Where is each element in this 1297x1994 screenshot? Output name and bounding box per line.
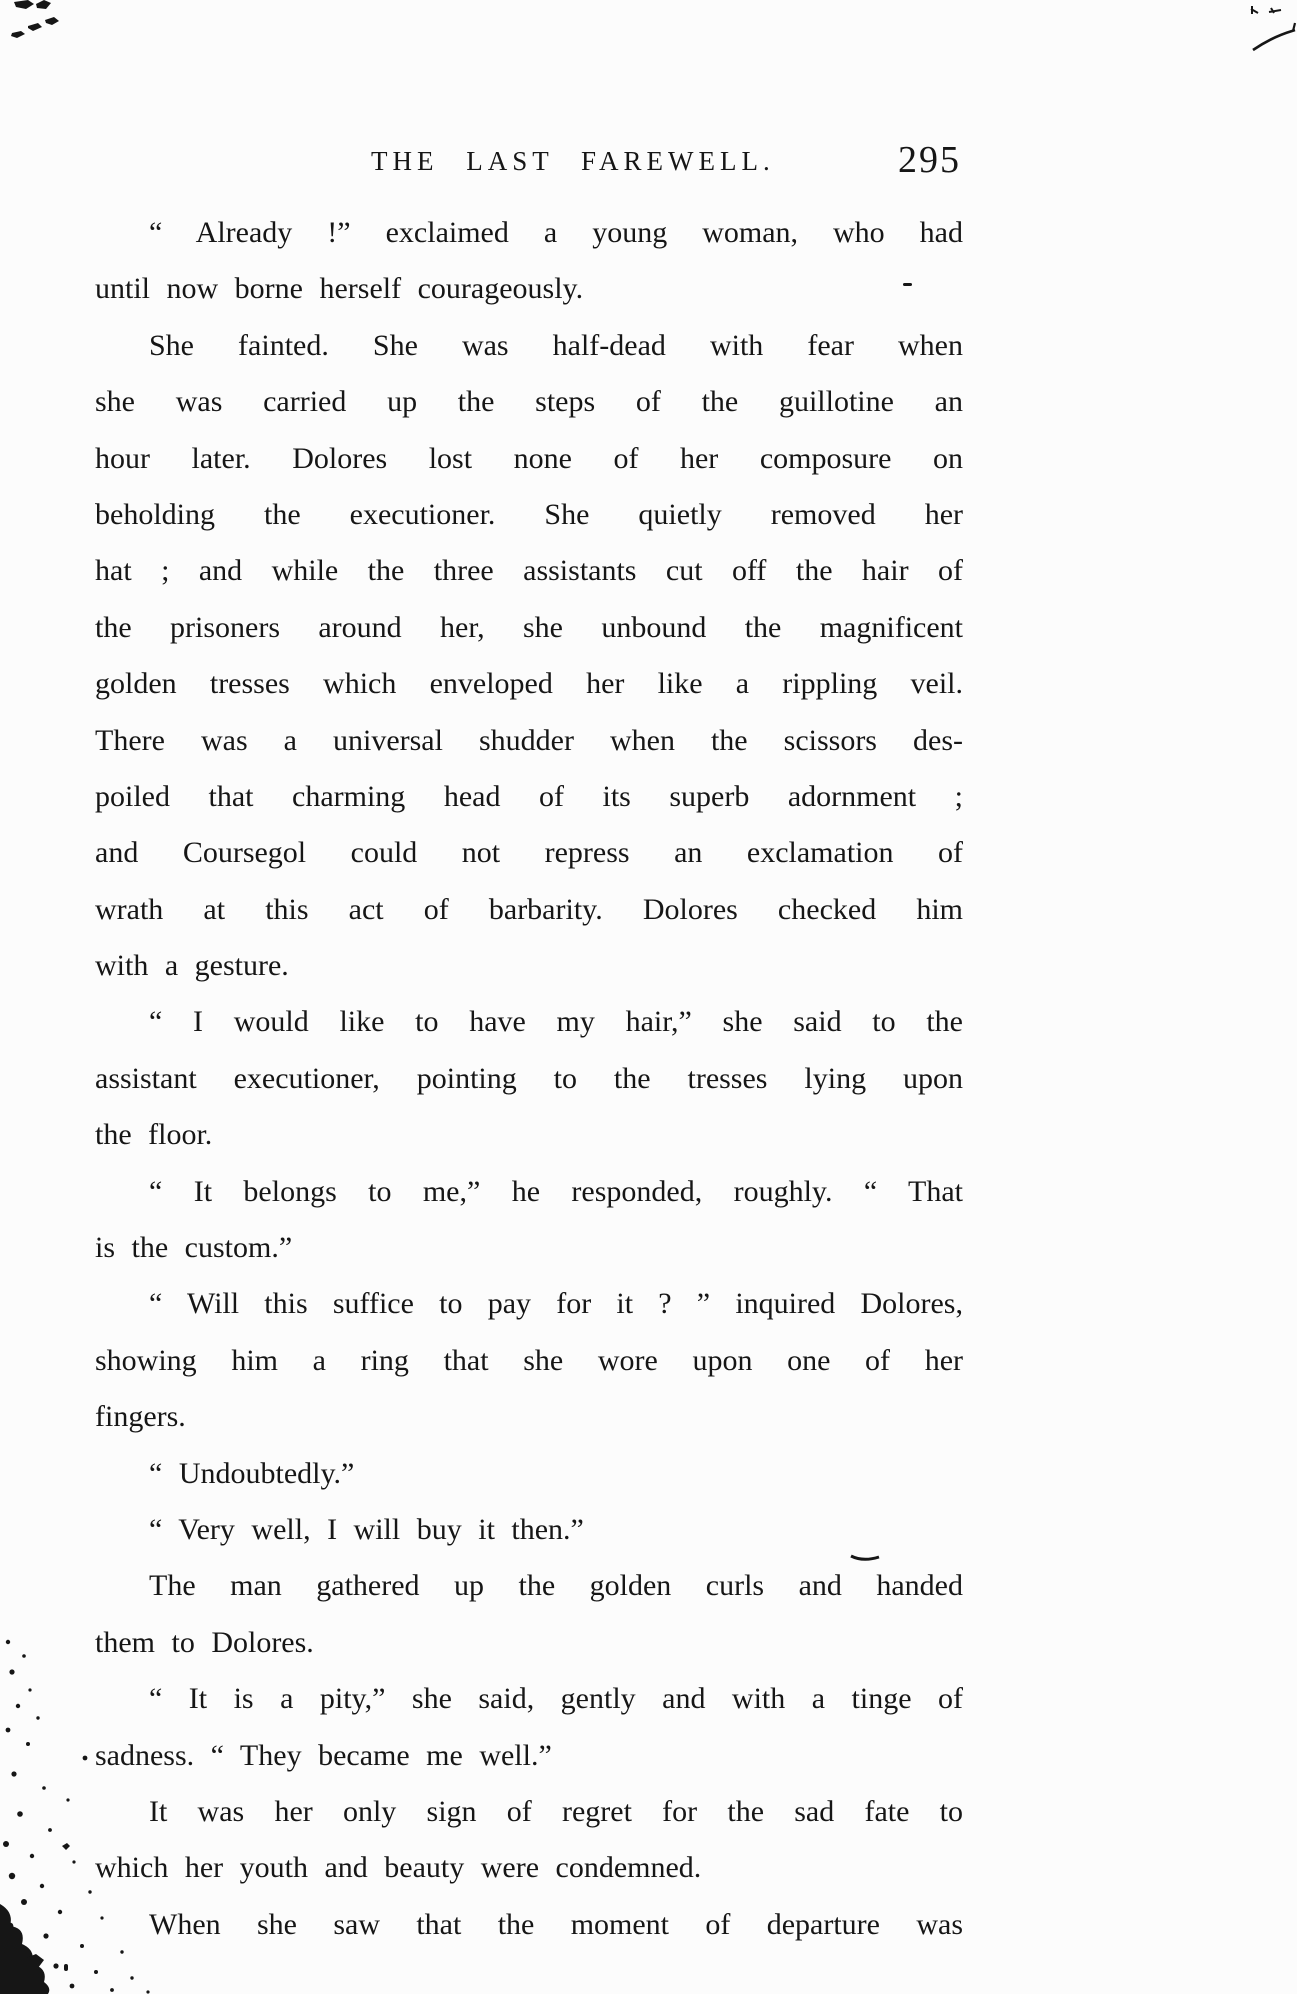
text-line: golden tresses which enveloped her like a rippling veil. xyxy=(95,667,963,701)
pen-stroke-top-right xyxy=(1251,6,1295,50)
text-line: poiled that charming head of its superb adornment ; xyxy=(95,779,963,813)
text-line: beholding the executioner. She quietly removed her xyxy=(95,497,963,531)
text-line: The man gathered up the golden curls and handed xyxy=(149,1569,963,1603)
text-line: hour later. Dolores lost none of her composure on xyxy=(95,441,963,475)
text-line: When she saw that the moment of departure was xyxy=(149,1907,963,1941)
text-line: wrath at this act of barbarity. Dolores checked him xyxy=(95,892,963,926)
text-line: “ Undoubtedly.” xyxy=(149,1456,355,1490)
text-line: the prisoners around her, she unbound the magnificent xyxy=(95,610,963,644)
text-line: which her youth and beauty were condemned. xyxy=(95,1851,702,1885)
body-text xyxy=(95,205,963,1953)
text-line: assistant executioner, pointing to the tresses lying upon xyxy=(95,1061,963,1095)
text-line: It was her only sign of regret for the sad fate to xyxy=(149,1794,963,1828)
text-line: “ It is a pity,” she said, gently and with a tinge of xyxy=(149,1682,963,1716)
text-line: “ I would like to have my hair,” she said to the xyxy=(149,1005,963,1039)
text-line: she was carried up the steps of the guillotine an xyxy=(95,385,963,419)
text-line: “ Will this suffice to pay for it ? ” inquired Dolores, xyxy=(149,1287,963,1321)
text-line: is the custom.” xyxy=(95,1231,293,1265)
page-number-label: 295 xyxy=(898,139,961,181)
text-line: and Coursegol could not repress an exclamation of xyxy=(95,836,963,870)
text-line: fingers. xyxy=(95,1400,186,1434)
text-line: “ It belongs to me,” he responded, roughly. “ That xyxy=(149,1174,963,1208)
text-line: with a gesture. xyxy=(95,949,289,983)
text-line: until now borne herself courageously. xyxy=(95,272,584,306)
text-line: “ Very well, I will buy it then.” xyxy=(149,1512,584,1546)
text-line: She fainted. She was half-dead with fear when xyxy=(149,328,963,362)
ink-specks-top-left xyxy=(11,0,59,38)
text-line: There was a universal shudder when the scissors des- xyxy=(95,723,963,757)
text-line: the floor. xyxy=(95,1118,213,1152)
text-line: hat ; and while the three assistants cut off the hair of xyxy=(95,554,963,588)
ink-speck-left-margin xyxy=(62,1843,70,1971)
text-line: sadness. “ They became me well.” xyxy=(95,1738,552,1772)
running-title: THE LAST FAREWELL. xyxy=(371,146,775,176)
text-line: them to Dolores. xyxy=(95,1625,314,1659)
page-header xyxy=(95,138,963,186)
text-line: showing him a ring that she wore upon one of her xyxy=(95,1343,963,1377)
text-line: “ Already !” exclaimed a young woman, who had xyxy=(149,216,963,249)
